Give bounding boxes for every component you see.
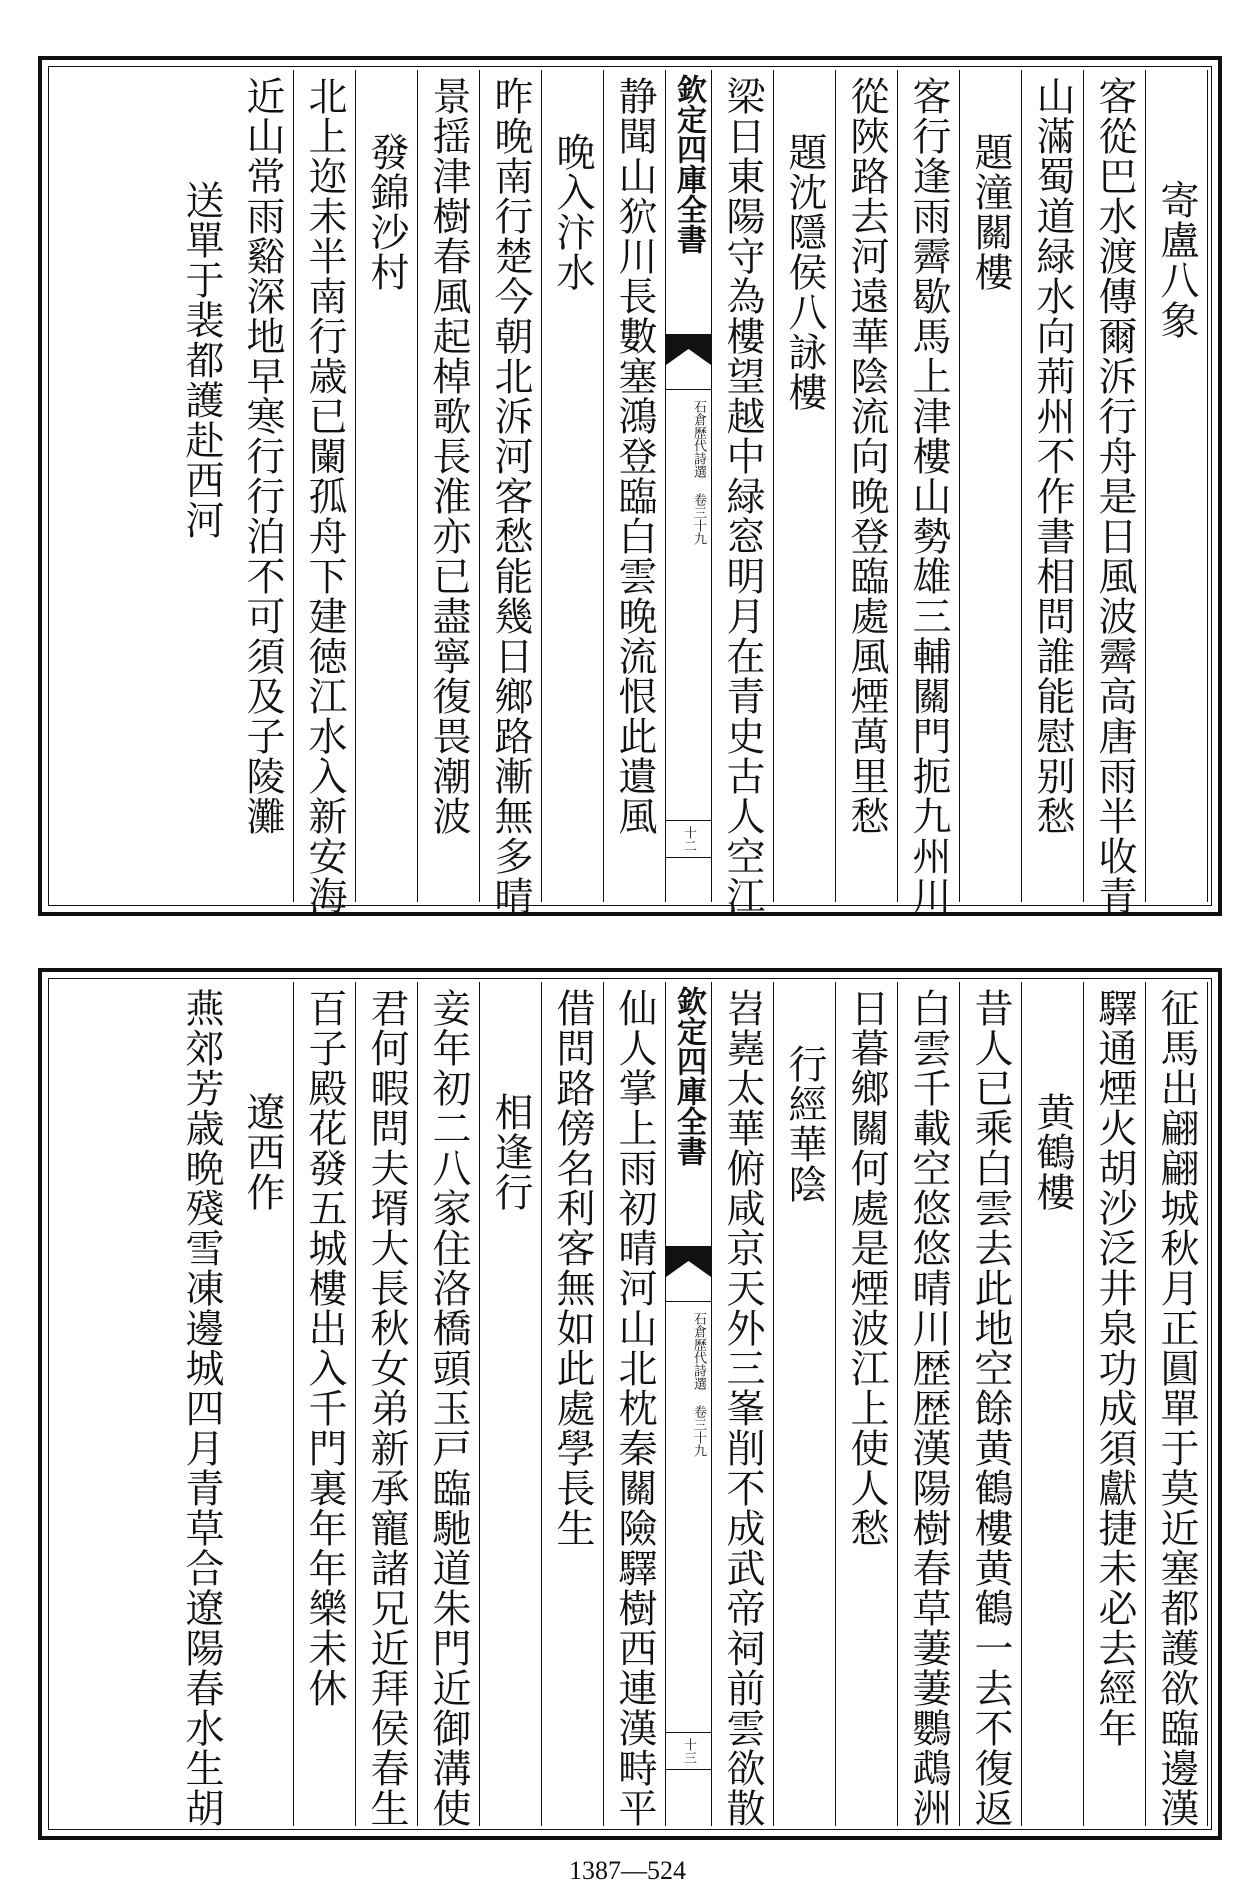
- top-panel-left-column-4: [418, 70, 480, 902]
- bottom-panel-right-column-4: [960, 982, 1022, 1826]
- bottom-page-panel: [38, 968, 1222, 1840]
- bottom-panel-left-column-6: [294, 982, 356, 1826]
- verse-text: 燕郊芳歳晩殘雪凍邊城四月青草合遼陽春水生胡: [179, 988, 224, 1828]
- top-panel-left-column-6: [294, 70, 356, 916]
- verse-text: 從陜路去河遠華陰流向晚登臨處風煙萬里愁: [844, 76, 889, 836]
- volume-info: 石倉歷代詩選 卷三十九: [691, 1312, 706, 1457]
- top-panel-right-column-6: [836, 70, 898, 902]
- verse-text: 晚入汴水: [550, 132, 595, 292]
- bottom-panel-right-column-3: [1022, 982, 1084, 1826]
- bottom-text-columns: [52, 982, 1208, 1826]
- verse-text: 相逢行: [488, 1092, 533, 1212]
- top-text-columns: [52, 70, 1208, 916]
- verse-text: 山滿蜀道緑水向荊州不作書相問誰能慰别愁: [1030, 76, 1075, 836]
- center-fold-strip: [666, 70, 712, 902]
- verse-text: 征馬出翩翩城秋月正圓單于莫近塞都護欲臨邊漢: [1154, 988, 1199, 1828]
- verse-text: 梁日東陽守為樓望越中緑窓明月在青史古人空江: [720, 76, 765, 916]
- verse-text: 妾年初二八家住洛橋頭玉戸臨馳道朱門近御溝使: [426, 988, 471, 1828]
- verse-text: 驛通煙火胡沙泛井泉功成須獻捷未必去經年: [1092, 988, 1137, 1748]
- verse-text: 行經華陰: [782, 1044, 827, 1204]
- verse-text: 寄盧八象: [1154, 180, 1199, 340]
- bottom-panel-right-column-5: [898, 982, 960, 1826]
- collection-title: 欽定四庫全書: [671, 986, 706, 1166]
- top-panel-right-column-1: [1146, 70, 1208, 902]
- fish-tail-mark-icon: [666, 1246, 711, 1302]
- top-panel-right-column-3: [1022, 70, 1084, 902]
- top-panel-left-column-5: [356, 70, 418, 902]
- bottom-panel-left-column-5: [356, 982, 418, 1826]
- verse-text: 客行逢雨霽歇馬上津樓山勢雄三輔關門扼九州川: [906, 76, 951, 916]
- center-fold-strip: [666, 982, 712, 1826]
- verse-text: 黄鶴樓: [1030, 1092, 1075, 1212]
- verse-text: 静聞山狖川長數塞鴻登臨白雲晚流恨此遺風: [612, 76, 657, 836]
- bottom-panel-left-column-7: [232, 982, 294, 1826]
- folio-number: 十二: [666, 820, 711, 858]
- verse-text: 白雲千載空悠悠晴川歴歴漢陽樹春草萋萋鸚鵡洲: [906, 988, 951, 1828]
- top-panel-left-column-8: [170, 70, 232, 902]
- top-panel-left-column-3: [480, 70, 542, 916]
- verse-text: 客從巴水渡傳爾泝行舟是日風波霽高唐雨半收青: [1092, 76, 1137, 916]
- bottom-panel-right-column-8: [712, 982, 774, 1826]
- verse-text: 北上迩未半南行歳已闌孤舟下建徳江水入新安海: [302, 76, 347, 916]
- top-panel-left-column-7: [232, 70, 294, 902]
- verse-text: 日暮鄉關何處是煙波江上使人愁: [844, 988, 889, 1548]
- verse-text: 岧嶤太華俯咸京天外三峯削不成武帝祠前雲欲散: [720, 988, 765, 1828]
- top-panel-right-column-4: [960, 70, 1022, 902]
- verse-text: 君何暇問夫壻大長秋女弟新承寵諸兄近拜侯春生: [364, 988, 409, 1828]
- top-panel-right-column-7: [774, 70, 836, 902]
- bottom-panel-left-column-3: [480, 982, 542, 1826]
- verse-text: 發錦沙村: [364, 132, 409, 292]
- top-panel-left-column-2: [542, 70, 604, 902]
- verse-text: 昔人已乘白雲去此地空餘黄鶴樓黄鶴一去不復返: [968, 988, 1013, 1828]
- bottom-panel-right-column-6: [836, 982, 898, 1826]
- bottom-panel-left-column-8: [170, 982, 232, 1826]
- page-number: 1387—524: [569, 1856, 686, 1885]
- verse-text: 景揺津樹春風起棹歌長淮亦已盡寧復畏潮波: [426, 76, 471, 836]
- collection-title: 欽定四庫全書: [671, 74, 706, 254]
- bottom-panel-left-column-4: [418, 982, 480, 1826]
- bottom-panel-left-column-2: [542, 982, 604, 1826]
- fish-tail-mark-icon: [666, 334, 711, 390]
- verse-text: 借問路傍名利客無如此處學長生: [550, 988, 595, 1548]
- verse-text: 近山常雨谿深地早寒行行泊不可須及子陵灘: [240, 76, 285, 836]
- verse-text: 送單于裴都護赴西河: [179, 180, 224, 540]
- volume-info: 石倉歷代詩選 卷三十九: [691, 400, 706, 545]
- bottom-panel-right-column-2: [1084, 982, 1146, 1826]
- top-page-panel: [38, 56, 1222, 916]
- bottom-panel-left-column-1: [604, 982, 666, 1826]
- verse-text: 題潼關樓: [968, 132, 1013, 292]
- bottom-panel-right-column-7: [774, 982, 836, 1826]
- verse-text: 仙人掌上雨初晴河山北枕秦關險驛樹西連漢畤平: [612, 988, 657, 1828]
- verse-text: 遼西作: [240, 1092, 285, 1212]
- folio-number: 十三: [666, 1732, 711, 1770]
- verse-text: 百子殿花發五城樓出入千門裏年年樂未休: [302, 988, 347, 1708]
- top-panel-right-column-5: [898, 70, 960, 916]
- verse-text: 昨晚南行楚今朝北泝河客愁能幾日鄉路漸無多晴: [488, 76, 533, 916]
- bottom-panel-right-column-1: [1146, 982, 1208, 1826]
- top-panel-right-column-2: [1084, 70, 1146, 916]
- top-panel-right-column-8: [712, 70, 774, 916]
- top-panel-left-column-1: [604, 70, 666, 902]
- verse-text: 題沈隱侯八詠樓: [782, 132, 827, 412]
